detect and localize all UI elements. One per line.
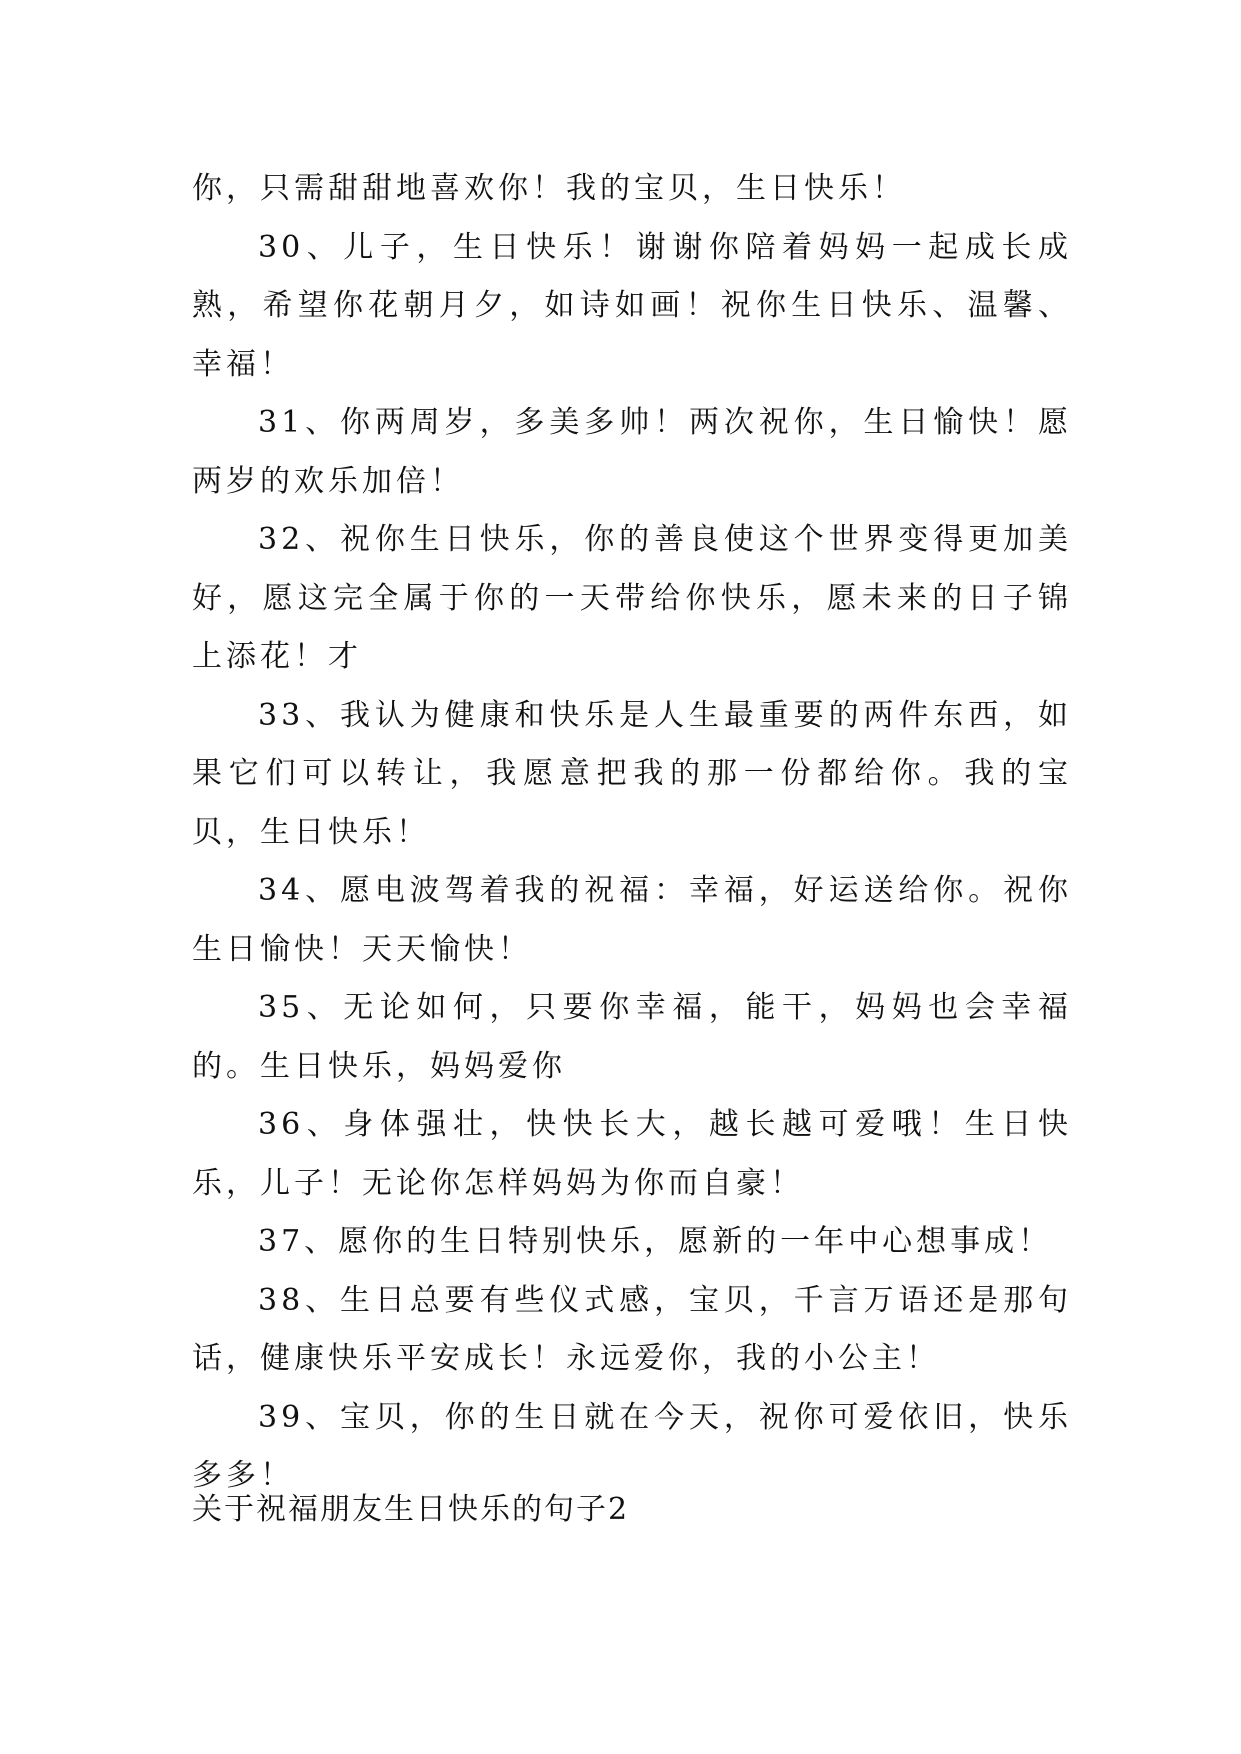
- paragraph-39: 39、宝贝，你的生日就在今天，祝你可爱依旧，快乐多多！: [192, 1399, 1072, 1493]
- paragraph-33: 33、我认为健康和快乐是人生最重要的两件东西，如果它们可以转让，我愿意把我的那一份都给你。我的宝贝，生日快乐！: [192, 697, 1072, 850]
- paragraph-35: 35、无论如何，只要你幸福，能干，妈妈也会幸福的。生日快乐，妈妈爱你: [192, 990, 1072, 1084]
- paragraph-30: 30、儿子，生日快乐！谢谢你陪着妈妈一起成长成熟，希望你花朝月夕，如诗如画！祝你生日快乐、温馨、幸福！: [192, 229, 1072, 382]
- paragraph-37: 37、愿你的生日特别快乐，愿新的一年中心想事成！: [258, 1224, 1053, 1259]
- section-heading: 关于祝福朋友生日快乐的句子2: [192, 1492, 630, 1527]
- paragraph-continuation: 你，只需甜甜地喜欢你！我的宝贝，生日快乐！: [192, 171, 906, 206]
- paragraph-32: 32、祝你生日快乐，你的善良使这个世界变得更加美好，愿这完全属于你的一天带给你快乐，愿未来的日子锦上添花！才: [192, 522, 1072, 674]
- paragraph-34: 34、愿电波驾着我的祝福：幸福，好运送给你。祝你生日愉快！天天愉快！: [192, 873, 1072, 967]
- paragraph-31: 31、你两周岁，多美多帅！两次祝你，生日愉快！愿两岁的欢乐加倍！: [192, 405, 1072, 499]
- paragraph-36: 36、身体强壮，快快长大，越长越可爱哦！生日快乐，儿子！无论你怎样妈妈为你而自豪！: [192, 1107, 1072, 1201]
- document-body: [192, 160, 1072, 1506]
- paragraph-38: 38、生日总要有些仪式感，宝贝，千言万语还是那句话，健康快乐平安成长！永远爱你，我的小公主！: [192, 1282, 1072, 1376]
